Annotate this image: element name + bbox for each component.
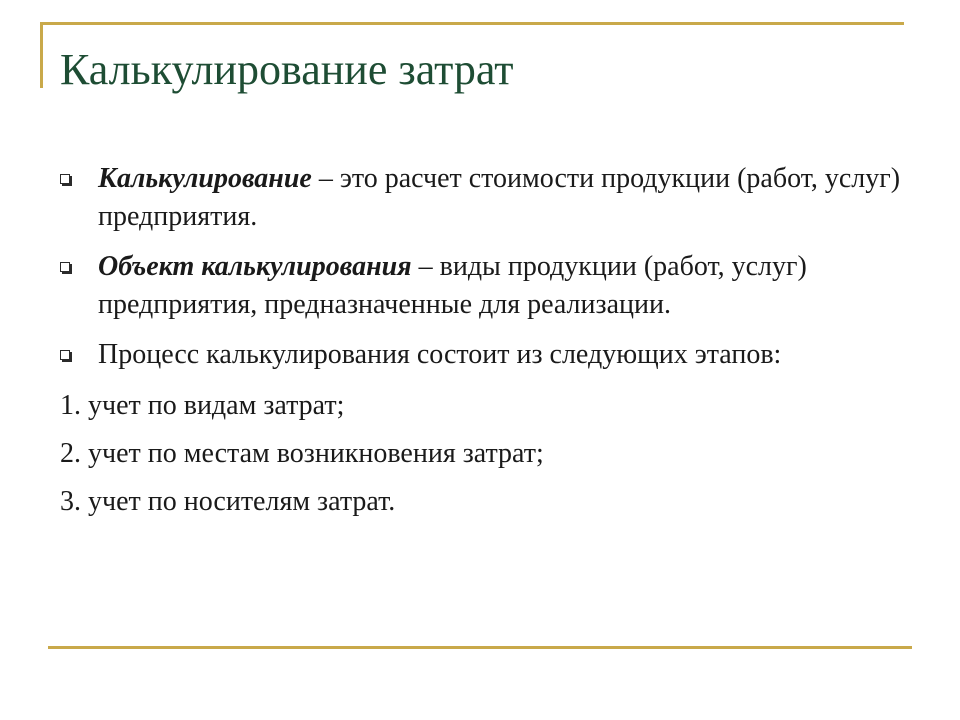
bullet-item-object [60,248,920,324]
bullet-term: Объект калькулирования [98,251,412,282]
frame-left-line [40,22,43,88]
step-item: 2. учет по местам возникновения затрат; [60,438,544,469]
slide-title: Калькулирование затрат [60,45,514,94]
bullet-text: – это расчет стоимости продукции (работ, услуг) предприятия. [98,163,901,232]
step-item: 3. учет по носителям затрат. [60,486,396,517]
slide-body [60,160,920,530]
step-item: 1. учет по видам затрат; [60,390,345,421]
bullet-text: Процесс калькулирования состоит из следующих этапов: [98,339,782,370]
bullet-term: Калькулирование [98,163,312,194]
hollow-square-bullet-icon [60,350,70,360]
bullet-text: – виды продукции (работ, услуг) предприятия, предназначенные для реализации. [98,251,807,320]
hollow-square-bullet-icon [60,174,70,184]
hollow-square-bullet-icon [60,262,70,272]
bullet-item-process [60,336,920,374]
bullet-item-definition [60,160,920,236]
frame-top-line [40,22,904,25]
frame-bottom-line [48,646,912,649]
